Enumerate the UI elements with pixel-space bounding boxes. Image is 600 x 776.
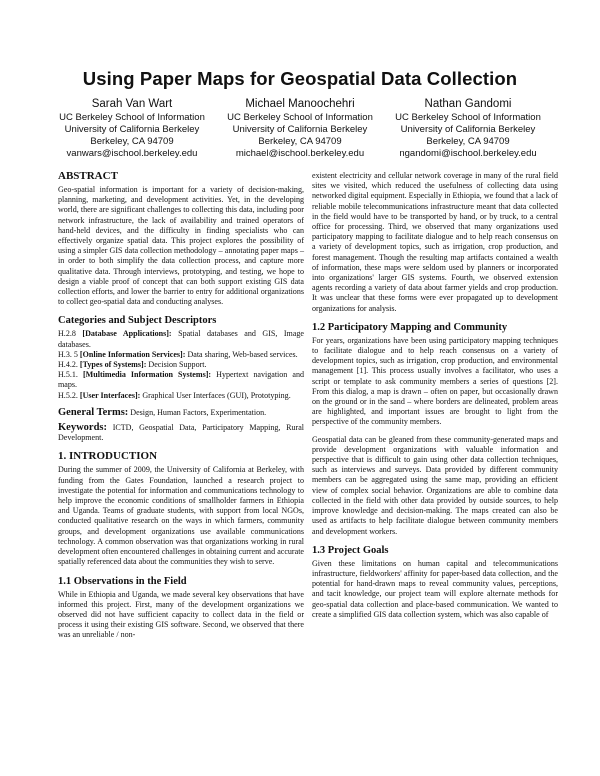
author-affiliation: UC Berkeley School of Information: [59, 112, 205, 123]
abstract-heading: ABSTRACT: [58, 170, 118, 182]
category-item: H.3. 5 [Online Information Services]: Data sharing, Web-based services.: [58, 349, 298, 359]
author-3: [384, 97, 552, 160]
author-affiliation: UC Berkeley School of Information: [227, 112, 373, 123]
author-email: vanwars@ischool.berkeley.edu: [66, 148, 198, 159]
author-university: University of California Berkeley: [400, 124, 536, 135]
category-item: H.4.2. [Types of Systems]: Decision Support.: [58, 360, 207, 370]
author-university: University of California Berkeley: [64, 124, 200, 135]
keywords: Keywords: ICTD, Geospatial Data, Participatory Mapping, Rural Development.: [58, 422, 304, 443]
author-email: michael@ischool.berkeley.edu: [235, 148, 365, 159]
abstract-text: Geo-spatial information is important for a variety of decision-making, planning, marketing, and development activities. Yet, in the developing world, there are significant challenges to collecting this data, including poor network infrastructure, the lack of availability and trained operators of hand-held devices, and the difficulty in finding specialists who can effectively organize spatial data. This project explores the possibility of using a simpler GIS data collection methodology – annotating paper maps – in order to both simplify the data collection process, and capture more qualitative data. Through interviews, prototyping, and testing, we hope to design a viable proof of concept that can both support existing GIS data collection efforts, and lower the barrier to entry for additional organizations to collect geo-spatial data and conducting analyses.: [58, 185, 304, 307]
author-block: [48, 97, 552, 160]
introduction-heading: 1. INTRODUCTION: [58, 450, 158, 463]
author-university: University of California Berkeley: [232, 124, 368, 135]
continued-paragraph: existent electricity and cellular network coverage in many of the rural field sites we visited, which reduced the usefulness of collecting data using networked digital equipment. Especially in Ethiopia, we found that a lack of reliable mobile telecommunications infrastructure meant that data collected in the field would have to be transported by hand, or by truck, to a central office for processing. Third, we observed that many organizations used participatory mapping to facilitate dialogue and to help reach consensus on a variety of development topics, such as irrigation, crop production, and forest management. Though the resulting map artifacts contained a wealth of information, these maps were seldom used by planners or incorporated into organizations' larger GIS systems. Fourth, we observed extension agents recording a variety of data about farmer yields and crop production. It was unclear that these forms were ever propagated up to development organizations for analysis.: [312, 171, 558, 313]
author-email: ngandomi@ischool.berkeley.edu: [399, 148, 537, 159]
category-item: H.5.1. [Multimedia Information Systems]: Hypertext navigation and maps.: [58, 370, 304, 390]
section-1-1-text: While in Ethiopia and Uganda, we made several key observations that have informed this project. First, many of the development organizations we observed did not have sufficient capacity to collect data in the field or process it using their existing GIS software. Second, we observed that there was an unreliable / non-: [58, 589, 304, 640]
left-column: [58, 170, 304, 641]
author-location: Berkeley, CA 94709: [258, 136, 342, 147]
author-affiliation: UC Berkeley School of Information: [395, 112, 541, 123]
section-1-2-paragraph-2: Geospatial data can be gleaned from these community-generated maps and provide development organizations with valuable information and perspective that is difficult to gain using other data collection techniques, such as interviews and surveys. Data provided by different community members can be aggregated using the same map, providing an efficient view of complex social behavior. Organizations are able to combine data collected in the field with other data provided by outside sources, to help improve knowledge and decision-making. The maps created can also be used as artifacts to help facilitate dialogue between community members and development workers.: [312, 434, 558, 536]
author-name: Sarah Van Wart: [91, 98, 173, 110]
author-location: Berkeley, CA 94709: [426, 136, 510, 147]
author-1: [48, 97, 216, 160]
general-terms: General Terms: Design, Human Factors, Experimentation.: [58, 406, 267, 418]
author-location: Berkeley, CA 94709: [90, 136, 174, 147]
author-name: Nathan Gandomi: [424, 98, 512, 110]
category-list: [58, 329, 304, 400]
categories-heading: Categories and Subject Descriptors: [58, 315, 217, 327]
category-item: H.5.2. [User Interfaces]: Graphical User Interfaces (GUI), Prototyping.: [58, 390, 291, 400]
author-2: [216, 97, 384, 160]
paper-title: Using Paper Maps for Geospatial Data Collection: [82, 68, 518, 89]
right-column: [312, 171, 558, 620]
section-1-2-heading: 1.2 Participatory Mapping and Community: [312, 321, 508, 333]
category-item: H.2.8 [Database Applications]: Spatial databases and GIS, Image databases.: [58, 329, 304, 349]
introduction-text: During the summer of 2009, the University of California at Berkeley, with funding from the Gates Foundation, launched a research project to investigate the potential for information and communications technology to help improve the economic conditions of smallholder farmers in Ethiopia and Uganda. Teams of graduate students, with support from local NGOs, conducted qualitative research on the ways in which farmers, community groups, and development organizations use available communications technology. A common observation was that organizations working in rural development often encountered challenges in obtaining current and accurate spatially referenced data about the communities they wish to serve.: [58, 465, 304, 567]
author-name: Michael Manoochehri: [245, 98, 355, 110]
section-1-2-paragraph-1: For years, organizations have been using participatory mapping techniques to facilitate dialogue and to help reach consensus on a variety of development topics, such as irrigation, crop production, and environmental management [1]. This process usually involves a facilitator, who uses a script or template to ask community members a series of questions [2]. From this dialog, a map is drawn – often on paper, but occasionally drawn on the ground or in the sand – where borders are delineated, problem areas are highlighted, and important issues are brought to light from the perspective of the community members.: [312, 335, 558, 427]
section-1-3-heading: 1.3 Project Goals: [312, 544, 389, 556]
section-1-3-text: Given these limitations on human capital and telecommunications infrastructure, fieldworkers' affinity for paper-based data collection, and the potential for hand-drawn maps to reveal community values, perceptions, and tacit knowledge, our project team will explore alternate methods for geo-spatial data collection and place-based communication. We wanted to create a simplified GIS data collection system, which was also capable of: [312, 558, 558, 619]
section-1-1-heading: 1.1 Observations in the Field: [58, 575, 187, 587]
